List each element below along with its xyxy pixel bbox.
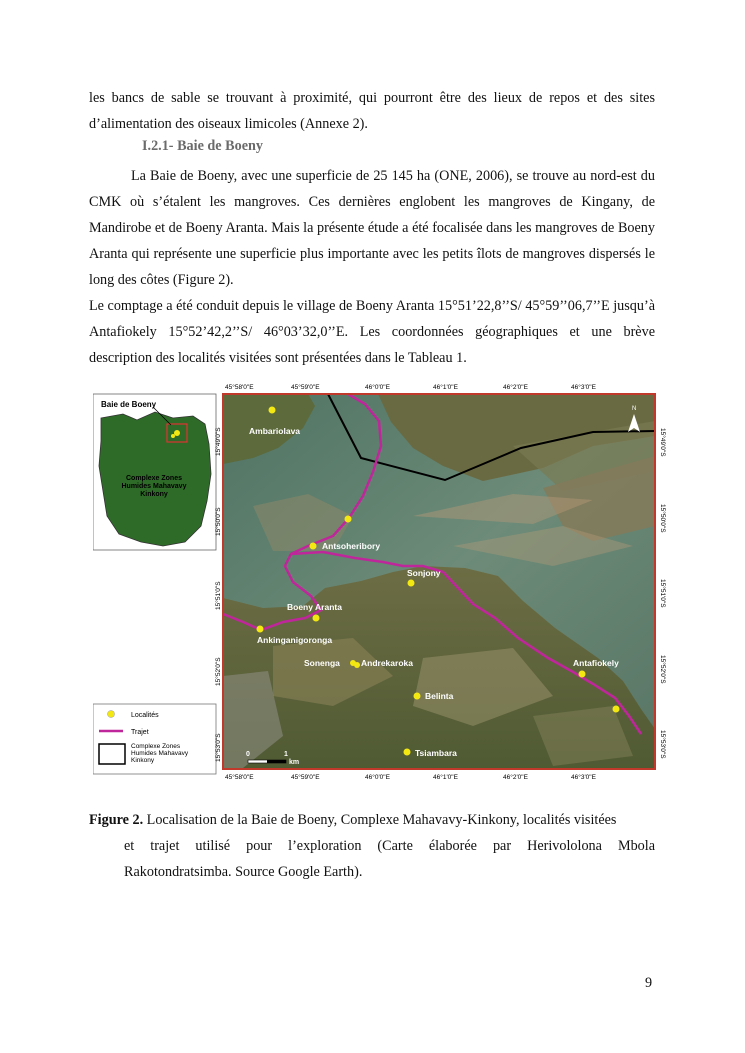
label-ambariolava: Ambariolava	[249, 426, 301, 436]
svg-text:15°51'0"S: 15°51'0"S	[215, 581, 222, 610]
svg-text:15°50'0"S: 15°50'0"S	[659, 504, 666, 533]
locality-sonjony	[408, 580, 415, 587]
label-sonenga: Sonenga	[304, 658, 340, 668]
figure-map	[93, 376, 670, 790]
label-belinta: Belinta	[425, 691, 454, 701]
satellite-map	[223, 394, 655, 769]
paragraph-2: La Baie de Boeny, avec une superficie de 25 145 ha (ONE, 2006), se trouve au nord-est du CMK où s’étalent les mangroves. Ces dernières englobent les mangroves de Kingany, de Mandirobe et de Boeny Aranta. Mais la présente étude a été focalisée dans les mangroves de Boeny Aranta qui représente une superficie plus importante avec les petits îlots de mangroves dispersés le long des côtes (Figure 2).	[89, 168, 655, 288]
locality-tsiambara	[404, 749, 411, 756]
locality-antsoheribory-north	[345, 516, 352, 523]
svg-text:46°3'0"E: 46°3'0"E	[571, 774, 596, 781]
svg-text:15°52'0"S: 15°52'0"S	[659, 655, 666, 684]
page-number: 9	[645, 975, 653, 991]
locality-ankinganigoronga	[257, 626, 264, 633]
label-sonjony: Sonjony	[407, 568, 441, 578]
paragraph-1: les bancs de sable se trouvant à proximité, qui pourront être des lieux de repos et des sites d’alimentation des oiseaux limicoles (Annexe 2).	[89, 90, 655, 132]
section-heading: I.2.1- Baie de Boeny	[142, 138, 263, 154]
svg-text:15°50'0"S: 15°50'0"S	[215, 507, 222, 536]
svg-text:N: N	[632, 406, 637, 412]
legend	[93, 704, 216, 774]
svg-text:15°49'0"S: 15°49'0"S	[215, 427, 222, 456]
label-tsiambara: Tsiambara	[415, 748, 457, 758]
caption-line-3: Rakotondratsimba. Source Google Earth).	[124, 864, 363, 880]
caption-line-1: Localisation de la Baie de Boeny, Complexe Mahavavy-Kinkony, localités visitées	[143, 812, 617, 828]
legend-localites: Localités	[131, 712, 159, 719]
locality-ambariolava	[269, 407, 276, 414]
svg-text:46°2'0"E: 46°2'0"E	[503, 774, 528, 781]
svg-text:15°51'0"S: 15°51'0"S	[659, 579, 666, 608]
svg-text:km: km	[289, 759, 300, 766]
label-andrekaroka: Andrekaroka	[361, 658, 413, 668]
locality-antafiokely	[579, 671, 586, 678]
svg-text:45°59'0"E: 45°59'0"E	[291, 774, 320, 781]
svg-text:46°3'0"E: 46°3'0"E	[571, 384, 596, 391]
locality-antafiokely-south	[613, 706, 620, 713]
legend-locality-marker	[108, 711, 115, 718]
svg-text:45°58'0"E: 45°58'0"E	[225, 774, 254, 781]
caption-label: Figure 2.	[89, 812, 144, 828]
label-ankinganigoronga: Ankinganigoronga	[257, 635, 333, 645]
inset-label-1: Complexe Zones	[125, 475, 183, 482]
label-antsoheribory: Antsoheribory	[322, 541, 381, 551]
figure-caption	[89, 807, 655, 885]
svg-text:46°2'0"E: 46°2'0"E	[503, 384, 528, 391]
svg-text:45°58'0"E: 45°58'0"E	[225, 384, 254, 391]
svg-text:15°53'0"S: 15°53'0"S	[215, 733, 222, 762]
svg-text:46°1'0"E: 46°1'0"E	[433, 774, 458, 781]
inset-label-3: Kinkony	[140, 491, 168, 498]
locality-andrekaroka	[354, 662, 360, 668]
svg-text:15°52'0"S: 15°52'0"S	[215, 657, 222, 686]
caption-line-2: et trajet utilisé pour l’exploration (Carte élaborée par Herivololona Mbola	[124, 838, 655, 854]
legend-zone-3: Kinkony	[131, 757, 155, 764]
svg-text:46°0'0"E: 46°0'0"E	[365, 384, 390, 391]
paragraph-3: Le comptage a été conduit depuis le village de Boeny Aranta 15°51’22,8’’S/ 45°59’’06,7’’E jusqu’à Antafiokely 15°52’42,2’’S/ 46°03’32,0’’E. Les coordonnées géographiques et une brève description des localités visitées sont présentées dans le Tableau 1.	[89, 298, 655, 366]
label-antafiokely: Antafiokely	[573, 658, 619, 668]
inset-title: Baie de Boeny	[101, 400, 157, 409]
label-boeny-aranta: Boeny Aranta	[287, 602, 342, 612]
legend-zone-2: Humides Mahavavy	[131, 750, 189, 757]
svg-text:1: 1	[284, 751, 288, 758]
svg-text:46°1'0"E: 46°1'0"E	[433, 384, 458, 391]
locality-antsoheribory	[310, 543, 317, 550]
legend-zone-1: Complexe Zones	[131, 743, 181, 750]
locality-belinta	[414, 693, 421, 700]
svg-text:15°49'0"S: 15°49'0"S	[659, 428, 666, 457]
legend-trajet: Trajet	[131, 729, 149, 736]
svg-text:46°0'0"E: 46°0'0"E	[365, 774, 390, 781]
inset-map	[93, 394, 216, 550]
svg-text:45°59'0"E: 45°59'0"E	[291, 384, 320, 391]
svg-text:0: 0	[246, 751, 250, 758]
locality-boeny-aranta	[313, 615, 320, 622]
inset-label-2: Humides Mahavavy	[121, 483, 187, 490]
svg-text:15°53'0"S: 15°53'0"S	[659, 730, 666, 759]
